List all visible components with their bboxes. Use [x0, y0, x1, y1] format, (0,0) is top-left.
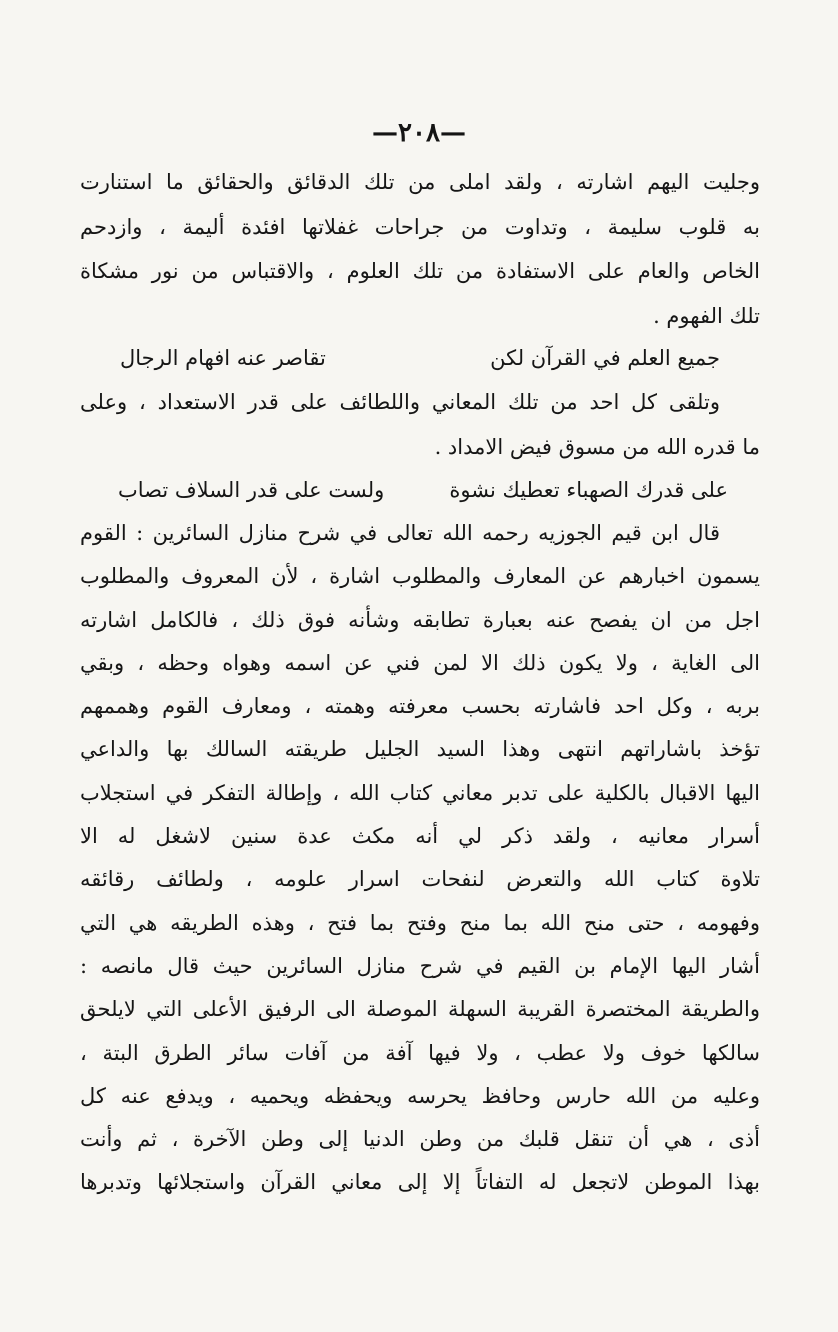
text-line: وتلقى كل احد من تلك المعاني واللطائف على قدر الاستعداد ، وعلى — [80, 390, 720, 414]
text-line: والطريقة المختصرة القريبة السهلة الموصلة الى الرفيق الأعلى التي لايلحق — [80, 997, 760, 1022]
verse-first-hemistich: على قدرك الصهباء تعطيك نشوة — [449, 478, 728, 502]
paragraph-two — [80, 380, 760, 469]
text-line: تلك الفهوم . — [653, 303, 760, 328]
text-line: تلاوة كتاب الله والتعرض لنفحات اسرار علومه ، ولطائف رقائقه — [80, 867, 760, 892]
text-line: بربه ، وكل احد فاشارته بحسب معرفته وهمته ، ومعارف القوم وهممهم — [80, 694, 760, 719]
verse-second-hemistich: تقاصر عنه افهام الرجال — [120, 346, 326, 370]
text-line: يسمون اخبارهم عن المعارف والمطلوب اشارة ، لأن المعروف والمطلوب — [80, 564, 760, 589]
text-line: وجليت اليهم اشارته ، ولقد املى من تلك الدقائق والحقائق ما استنارت — [80, 170, 760, 194]
paragraph-three — [80, 512, 760, 1205]
text-line: بهذا الموطن لاتجعل له التفاتاً إلا إلى معاني القرآن واستجلائها وتدبرها — [80, 1170, 760, 1195]
text-line: ما قدره الله من مسوق فيض الامداد . — [434, 434, 760, 459]
text-line: اليها الاقبال بالكلية على تدبر معاني كتاب الله ، وإطالة التفكر في استجلاب — [80, 780, 760, 805]
paragraph-one — [80, 160, 760, 338]
verse-second-hemistich: ولست على قدر السلاف تصاب — [118, 478, 385, 502]
text-line: وعليه من الله حارس وحافظ يحرسه ويحفظه ويحميه ، ويدفع عنه كل — [80, 1083, 760, 1108]
text-line: سالكها خوف ولا عطب ، ولا فيها آفة من آفات سائر الطرق البتة ، — [80, 1040, 760, 1065]
text-line: أذى ، هي أن تنقل قلبك من وطن الدنيا إلى وطن الآخرة ، ثم وأنت — [80, 1127, 760, 1152]
text-line: وفهومه ، حتى منح الله بما منح وفتح بما فتح ، وهذه الطريقه هي التي — [80, 910, 760, 935]
text-line: اجل من ان يفصح عنه بعبارة تطابقه وشأنه فوق ذلك ، فالكامل اشارته — [80, 607, 760, 632]
text-line: قال ابن قيم الجوزيه رحمه الله تعالى في شرح منازل السائرين : القوم — [80, 521, 720, 545]
page-number: —٢٠٨— — [372, 118, 466, 148]
text-line: الخاص والعام على الاستفادة من تلك العلوم ، والاقتباس من نور مشكاة — [80, 259, 760, 283]
text-line: أشار اليها الإمام بن القيم في شرح منازل السائرين حيث قال مانصه : — [80, 953, 760, 978]
verse-first-hemistich: جميع العلم في القرآن لكن — [490, 346, 720, 370]
text-line: الى الغاية ، ولا يكون ذلك الا لمن فني عن اسمه وهواه وحظه ، وبقي — [80, 650, 760, 675]
text-line: به قلوب سليمة ، وتداوت من جراحات غفلاتها افئدة أليمة ، وازدحم — [80, 214, 760, 239]
text-line: تؤخذ باشاراتهم انتهى وهذا السيد الجليل طريقته السالك بها والداعي — [80, 737, 760, 762]
text-line: أسرار معانيه ، ولقد ذكر لي أنه مكث عدة سنين لاشغل له الا — [80, 824, 760, 849]
verse-two — [118, 468, 728, 512]
verse-one — [120, 336, 720, 380]
